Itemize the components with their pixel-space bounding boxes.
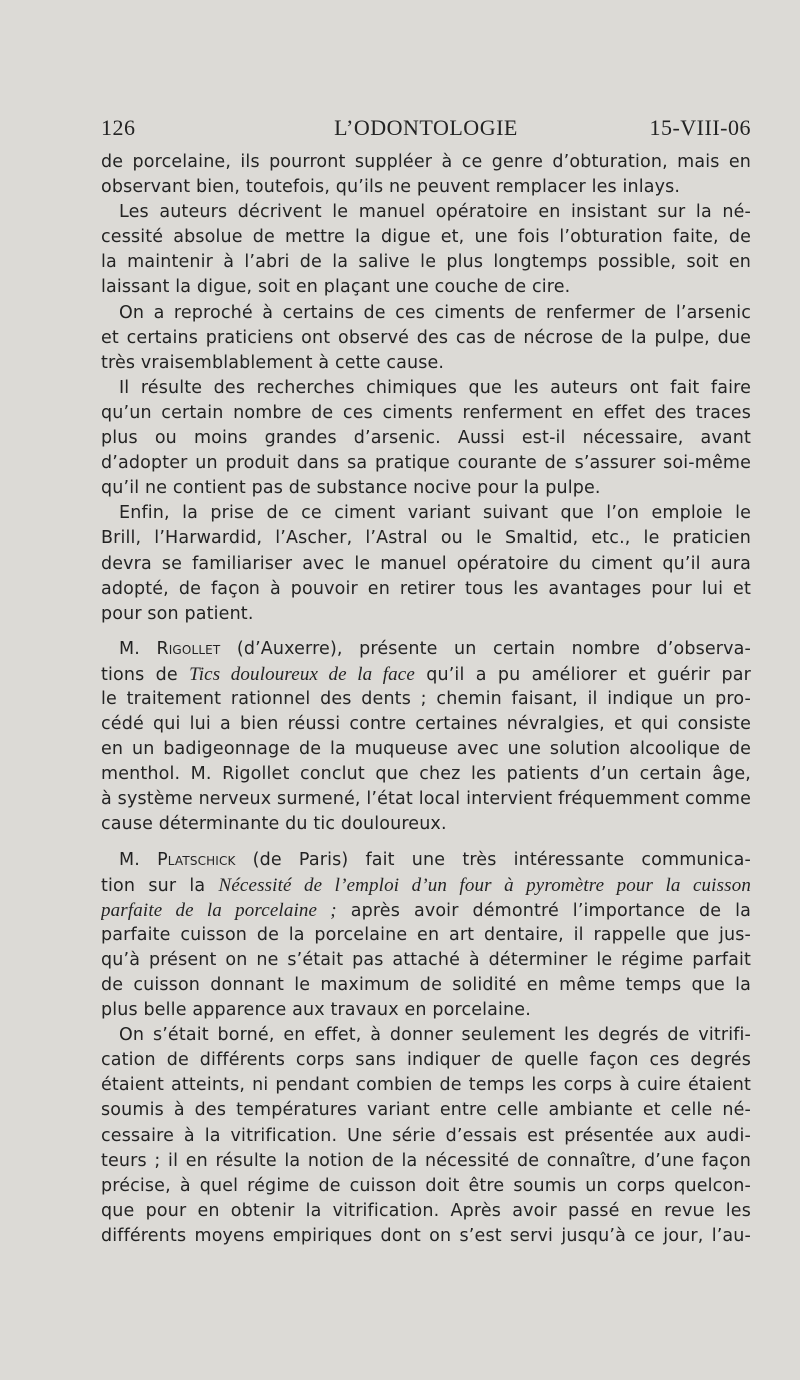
text-line: Brill, l’Harwardid, l’Ascher, l’Astral ou le Smaltid, etc., le praticien: [101, 528, 751, 549]
text-line: qu’il ne contient pas de substance nocive pour la pulpe.: [101, 478, 601, 499]
text-line: étaient atteints, ni pendant combien de temps les corps à cuire étaient: [101, 1075, 751, 1096]
text-line: tion sur la Nécessité de l’emploi d’un four à pyromètre pour la cuisson: [101, 874, 751, 896]
text-line: menthol. M. Rigollet conclut que chez les patients d’un certain âge,: [101, 764, 751, 785]
text-line: laissant la digue, soit en plaçant une couche de cire.: [101, 277, 571, 298]
text-line: Enfin, la prise de ce ciment variant suivant que l’on emploie le: [119, 503, 751, 524]
text-line: très vraisemblablement à cette cause.: [101, 352, 445, 373]
text-line: d’adopter un produit dans sa pratique courante de s’assurer soi-même: [101, 453, 751, 474]
text-line: Les auteurs décrivent le manuel opératoire en insistant sur la né-: [119, 202, 751, 223]
text-line: et certains praticiens ont observé des cas de nécrose de la pulpe, due: [101, 327, 751, 348]
text-line: devra se familiariser avec le manuel opératoire du ciment qu’il aura: [101, 553, 751, 574]
text-line: cause déterminante du tic douloureux.: [101, 814, 447, 835]
text-line: soumis à des températures variant entre celle ambiante et celle né-: [101, 1100, 751, 1121]
author-name: Rigollet: [156, 638, 221, 659]
paper-title: parfaite de la porcelaine ;: [101, 899, 337, 921]
paper-title: Nécessité de l’emploi d’un four à pyromètre pour la cuisson: [218, 874, 751, 896]
issue-date: 15-VIII-06: [649, 115, 751, 140]
paper-title: Tics douloureux de la face: [189, 663, 415, 685]
journal-title: L’ODONTOLOGIE: [334, 115, 518, 140]
text-line: cédé qui lui a bien réussi contre certaines névralgies, et qui consiste: [101, 714, 751, 735]
text-line: précise, à quel régime de cuisson doit être soumis un corps quelcon-: [101, 1175, 751, 1196]
author-name: Platschick: [157, 849, 236, 870]
text-line: On a reproché à certains de ces ciments de renfermer de l’arsenic: [119, 302, 751, 323]
text-line: en un badigeonnage de la muqueuse avec une solution alcoolique de: [101, 739, 751, 760]
text-line: pour son patient.: [101, 603, 254, 624]
text-line: plus belle apparence aux travaux en porcelaine.: [101, 1000, 531, 1021]
text-line: le traitement rationnel des dents ; chemin faisant, il indique un pro-: [101, 688, 751, 709]
text-line: tions de Tics douloureux de la face qu’il a pu améliorer et guérir par: [101, 663, 751, 685]
text-line: à système nerveux surmené, l’état local intervient fréquemment comme: [101, 789, 751, 810]
text-line: adopté, de façon à pouvoir en retirer tous les avantages pour lui et: [101, 578, 751, 599]
text-line: cessaire à la vitrification. Une série d’essais est présentée aux audi-: [101, 1125, 751, 1146]
running-header: [101, 115, 751, 145]
text-line: différents moyens empiriques dont on s’est servi jusqu’à ce jour, l’au-: [101, 1225, 751, 1246]
text-line: cessité absolue de mettre la digue et, une fois l’obturation faite, de: [101, 227, 751, 248]
text-line: M. Rigollet (d’Auxerre), présente un certain nombre d’observa-: [119, 638, 751, 659]
text-line: plus ou moins grandes d’arsenic. Aussi est-il nécessaire, avant: [101, 428, 751, 449]
text-line: qu’un certain nombre de ces ciments renferment en effet des traces: [101, 402, 751, 423]
body-text: [101, 150, 751, 1249]
text-line: de porcelaine, ils pourront suppléer à ce genre d’obturation, mais en: [101, 152, 751, 172]
text-line: cation de différents corps sans indiquer de quelle façon ces degrés: [101, 1050, 751, 1071]
text-line: de cuisson donnant le maximum de solidité en même temps que la: [101, 975, 751, 995]
text-line: parfaite de la porcelaine ; après avoir démontré l’importance de la: [101, 899, 751, 921]
page-number: 126: [101, 115, 136, 140]
text-line: que pour en obtenir la vitrification. Après avoir passé en revue les: [101, 1200, 751, 1221]
text-line: parfaite cuisson de la porcelaine en art dentaire, il rappelle que jus-: [101, 924, 751, 945]
text-line: Il résulte des recherches chimiques que les auteurs ont fait faire: [119, 377, 751, 398]
text-line: observant bien, toutefois, qu’ils ne peuvent remplacer les inlays.: [101, 177, 681, 198]
text-line: M. Platschick (de Paris) fait une très intéressante communica-: [119, 849, 751, 870]
text-line: On s’était borné, en effet, à donner seulement les degrés de vitrifi-: [119, 1025, 751, 1046]
text-line: teurs ; il en résulte la notion de la nécessité de connaître, d’une façon: [101, 1150, 751, 1171]
text-line: qu’à présent on ne s’était pas attaché à déterminer le régime parfait: [101, 949, 751, 970]
text-line: la maintenir à l’abri de la salive le plus longtemps possible, soit en: [101, 252, 751, 273]
